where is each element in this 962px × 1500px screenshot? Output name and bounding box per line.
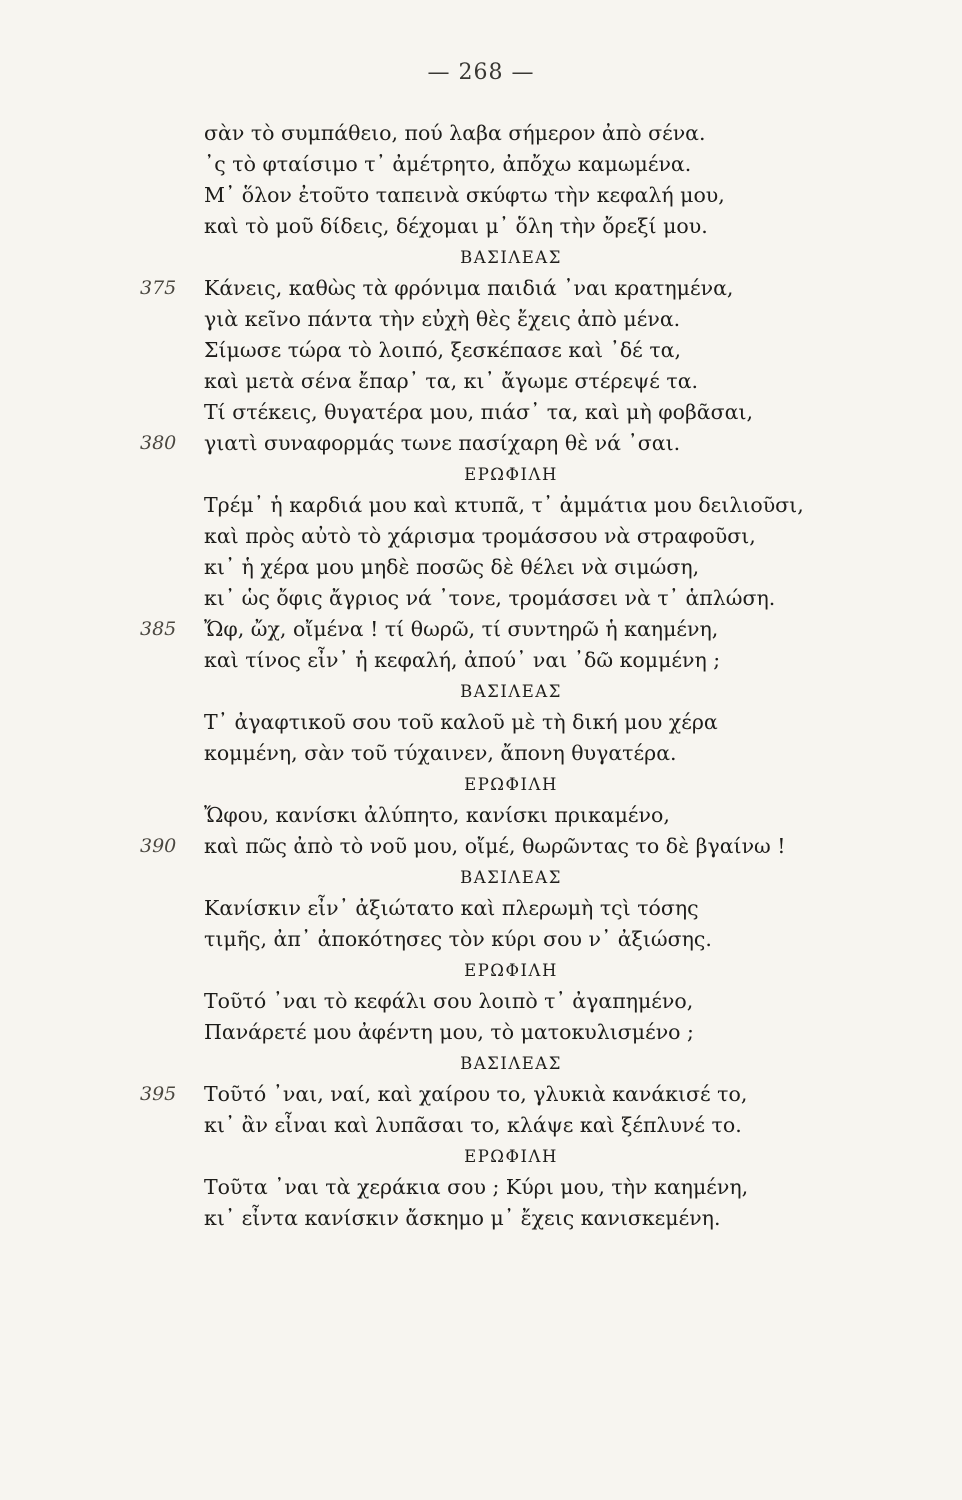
verse-block [0, 118, 962, 1234]
speaker-heading: ΒΑΣΙΛΕΑΣ [460, 868, 562, 887]
verse-line [0, 583, 962, 614]
verse-text: κι᾿ ὡς ὄφις ἄγριος νά ᾿τονε, τρομάσσει νὰ τ᾿ ἁπλώση. [204, 586, 776, 610]
verse-line [0, 738, 962, 769]
verse-text: ᾿ς τὸ φταίσιμο τ᾿ ἀμέτρητο, ἀπὄχω καμωμένα. [204, 152, 692, 176]
verse-text: Ὤφ, ὤχ, οἴμένα ! τί θωρῶ, τί συντηρῶ ἡ καημένη, [204, 617, 719, 641]
verse-line [0, 366, 962, 397]
verse-line [0, 180, 962, 211]
verse-line [0, 645, 962, 676]
verse-line [0, 118, 962, 149]
speaker-heading: ΕΡΩΦΙΛΗ [464, 961, 558, 980]
line-number: 380 [140, 432, 177, 454]
verse-line [0, 428, 962, 459]
verse-text: γιὰ κεῖνο πάντα τὴν εὐχὴ θὲς ἔχεις ἀπὸ μένα. [204, 307, 681, 331]
verse-text: Ὤφου, κανίσκι ἀλύπητο, κανίσκι πρικαμένο, [204, 803, 670, 827]
verse-line [0, 552, 962, 583]
verse-text: γιατὶ συναφορμάς τωνε πασίχαρη θὲ νά ᾿σαι. [204, 431, 681, 455]
page-number: — 268 — [427, 60, 535, 85]
speaker-heading: ΕΡΩΦΙΛΗ [464, 1147, 558, 1166]
verse-text: Κάνεις, καθὼς τὰ φρόνιμα παιδιά ᾿ναι κρατημένα, [204, 276, 734, 300]
speaker-heading: ΕΡΩΦΙΛΗ [464, 775, 558, 794]
verse-text: Πανάρετέ μου ἀφέντη μου, τὸ ματοκυλισμένο ; [204, 1020, 694, 1044]
verse-text: σὰν τὸ συμπάθειο, πού λαβα σήμερον ἀπὸ σένα. [204, 121, 706, 145]
verse-text: καὶ τίνος εἶν᾿ ἡ κεφαλή, ἀπού᾿ ναι ᾿δῶ κομμένη ; [204, 648, 721, 672]
verse-line [0, 211, 962, 242]
verse-line [0, 397, 962, 428]
verse-line [0, 986, 962, 1017]
verse-text: κι᾿ ἡ χέρα μου μηδὲ ποσῶς δὲ θέλει νὰ σιμώση, [204, 555, 700, 579]
verse-line [0, 490, 962, 521]
verse-text: Σίμωσε τώρα τὸ λοιπό, ξεσκέπασε καὶ ᾿δέ τα, [204, 338, 682, 362]
verse-line [0, 831, 962, 862]
verse-line [0, 1017, 962, 1048]
verse-text: καὶ τὸ μοῦ δίδεις, δέχομαι μ᾿ ὅλη τὴν ὄρεξί μου. [204, 214, 708, 238]
verse-text: καὶ πρὸς αὐτὸ τὸ χάρισμα τρομάσσου νὰ στραφοῦσι, [204, 524, 756, 548]
verse-text: Τοῦτό ᾿ναι τὸ κεφάλι σου λοιπὸ τ᾿ ἀγαπημένο, [204, 989, 694, 1013]
verse-line [0, 893, 962, 924]
verse-line [0, 149, 962, 180]
verse-line [0, 1172, 962, 1203]
verse-line [0, 1079, 962, 1110]
verse-text: Τοῦτα ᾿ναι τὰ χεράκια σου ; Κύρι μου, τὴν καημένη, [204, 1175, 749, 1199]
speaker-heading: ΒΑΣΙΛΕΑΣ [460, 682, 562, 701]
verse-text: Τί στέκεις, θυγατέρα μου, πιάσ᾿ τα, καὶ μὴ φοβᾶσαι, [204, 400, 754, 424]
verse-line [0, 707, 962, 738]
verse-text: Μ᾿ ὅλον ἐτοῦτο ταπεινὰ σκύφτω τὴν κεφαλή μου, [204, 183, 725, 207]
verse-line [0, 273, 962, 304]
line-number: 385 [140, 618, 177, 640]
verse-text: κομμένη, σὰν τοῦ τύχαινεν, ἄπονη θυγατέρα. [204, 741, 677, 765]
line-number: 395 [140, 1083, 177, 1105]
verse-text: καὶ μετὰ σένα ἔπαρ᾿ τα, κι᾿ ἄγωμε στέρεψέ τα. [204, 369, 699, 393]
verse-line [0, 614, 962, 645]
verse-line [0, 521, 962, 552]
line-number: 390 [140, 835, 177, 857]
speaker-heading: ΒΑΣΙΛΕΑΣ [460, 1054, 562, 1073]
verse-line [0, 1203, 962, 1234]
verse-line [0, 335, 962, 366]
speaker-heading: ΒΑΣΙΛΕΑΣ [460, 248, 562, 267]
verse-text: καὶ πῶς ἀπὸ τὸ νοῦ μου, οἴμέ, θωρῶντας το δὲ βγαίνω ! [204, 834, 786, 858]
verse-text: τιμῆς, ἀπ᾿ ἀποκότησες τὸν κύρι σου ν᾿ ἀξιώσης. [204, 927, 712, 951]
verse-text: Κανίσκιν εἶν᾿ ἀξιώτατο καὶ πλερωμὴ τςὶ τόσης [204, 896, 699, 920]
verse-text: Τρέμ᾿ ἡ καρδιά μου καὶ κτυπᾶ, τ᾿ ἀμμάτια μου δειλιοῦσι, [204, 493, 804, 517]
verse-line [0, 304, 962, 335]
verse-line [0, 924, 962, 955]
verse-line [0, 800, 962, 831]
speaker-heading: ΕΡΩΦΙΛΗ [464, 465, 558, 484]
verse-text: κι᾿ εἶντα κανίσκιν ἄσκημο μ᾿ ἔχεις κανισκεμένη. [204, 1206, 721, 1230]
verse-text: Τ᾿ ἀγαφτικοῦ σου τοῦ καλοῦ μὲ τὴ δική μου χέρα [204, 710, 718, 734]
verse-text: Τοῦτό ᾿ναι, ναί, καὶ χαίρου το, γλυκιὰ κανάκισέ το, [204, 1082, 748, 1106]
verse-text: κι᾿ ἂν εἶναι καὶ λυπᾶσαι το, κλάψε καὶ ξέπλυνέ το. [204, 1113, 742, 1137]
line-number: 375 [140, 277, 177, 299]
verse-line [0, 1110, 962, 1141]
